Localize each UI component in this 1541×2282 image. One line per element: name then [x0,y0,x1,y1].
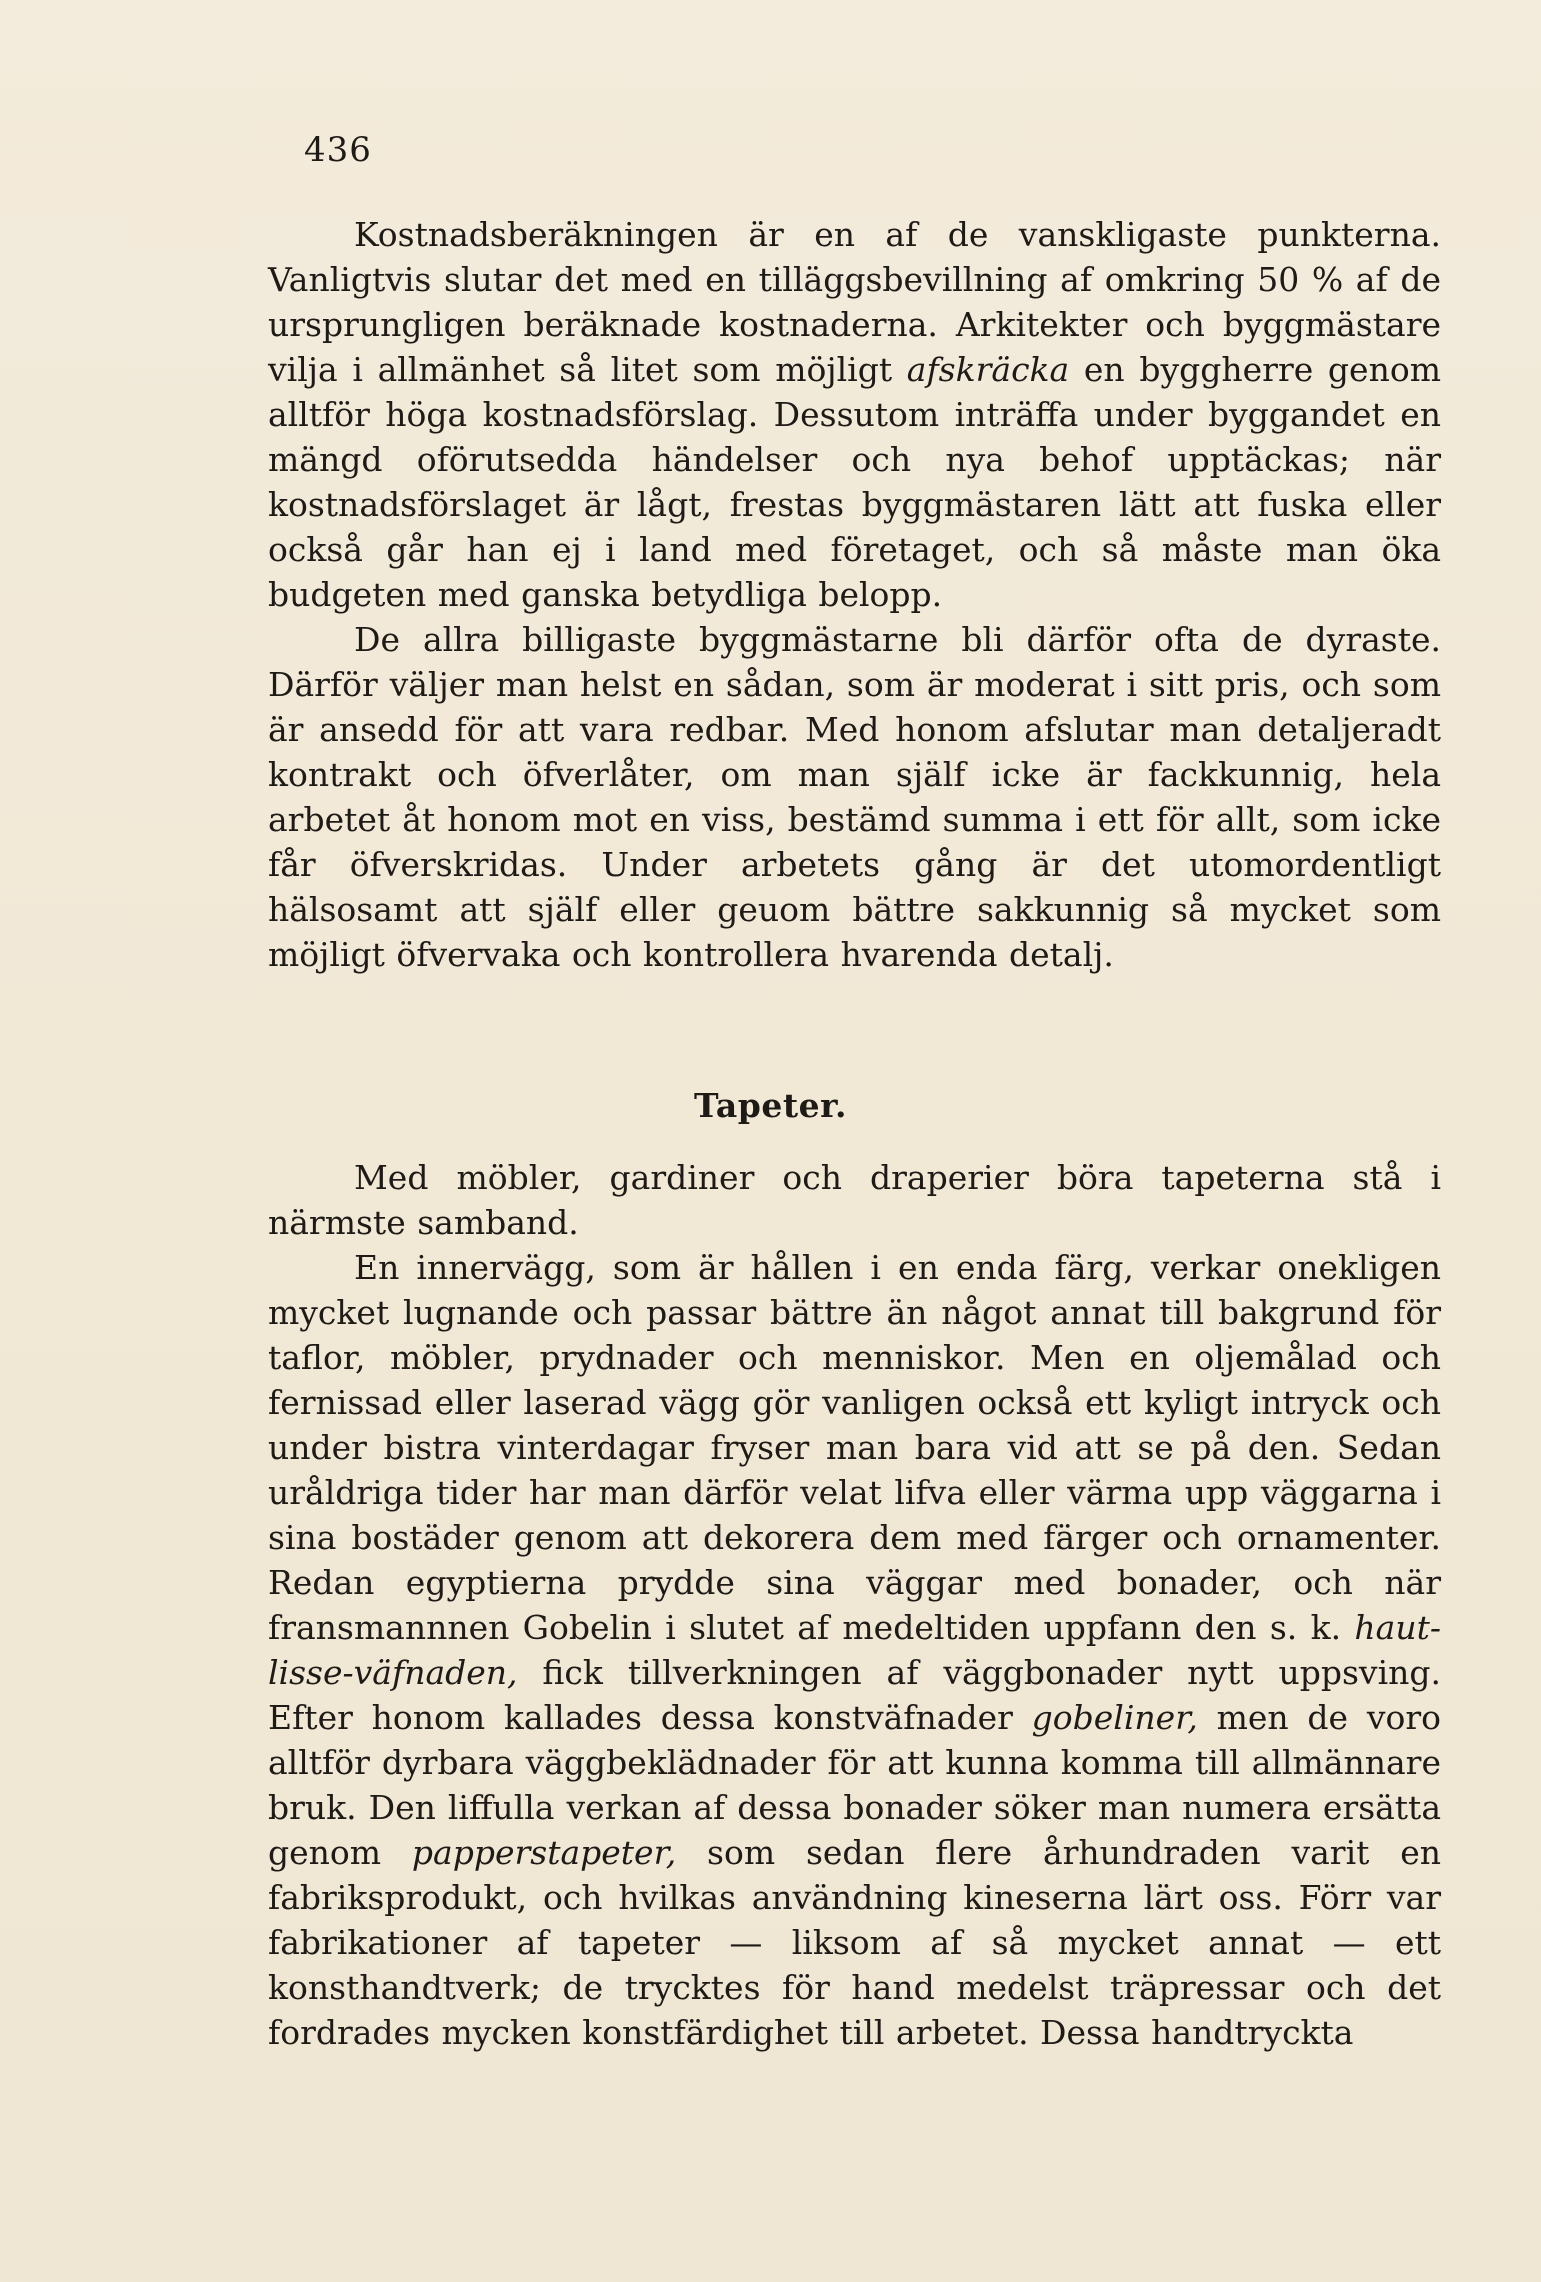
section-wallpapers [268,1155,1441,2055]
text-run: De allra billigaste byggmästarne bli därför ofta de dyraste. Därför väljer man helst en sådan, som är moderat i sitt pris, och som är ansedd för att vara redbar. Med honom afslutar man detaljeradt kontrakt och öfverlåter, om man själf icke är fackkunnig, hela arbetet åt honom mot en viss, bestämd summa i ett för allt, som icke får öfverskridas. Under arbetets gång är det utomordentligt hälsosamt att själf eller geuom bättre sakkunnig så mycket som möjligt öfvervaka och kontrollera hvarenda detalj. [268,620,1441,974]
text-run: fick tillverkningen af väggbonader nytt uppsving. Efter honom kallades dessa konstväfnader [268,1653,1441,1737]
section-heading: Tapeter. [694,1086,847,1125]
paragraph [268,212,1441,617]
text-run-italic: papperstapeter, [411,1833,677,1872]
text-run: men de voro alltför dyrbara väggbeklädnader för att kunna komma till allmännare bruk. Den liffulla verkan af dessa bonader söker man numera ersätta genom [268,1698,1442,1872]
text-run: Med möbler, gardiner och draperier böra tapeterna stå i närmste samband. [268,1158,1441,1242]
text-run: en byggherre genom alltför höga kostnadsförslag. Dessutom inträffa under byggandet en mängd oförutsedda händelser och nya behof upptäckas; när kostnadsförslaget är lågt, frestas byggmästaren lätt att fuska eller också går han ej i land med företaget, och så måste man öka budgeten med ganska betydliga belopp. [268,350,1441,614]
page-number: 436 [304,130,372,170]
paragraph [268,1155,1441,1245]
text-run-italic: gobeliner, [1031,1698,1198,1737]
text-run-italic: afskräcka [906,350,1070,389]
paragraph [268,1245,1441,2055]
text-run-italic: haut-lisse-väfnaden, [268,1608,1441,1692]
paragraph [268,617,1441,977]
text-run: som sedan flere århundraden varit en fabriksprodukt, och hvilkas användning kineserna lärt oss. Förr var fabrikationer af tapeter — liksom af så mycket annat — ett konsthandtverk; de trycktes för hand medelst träpressar och det fordrades mycken konstfärdighet till arbetet. Dessa handtryckta [268,1833,1442,2052]
text-run: Kostnadsberäkningen är en af de vanskligaste punkterna. Vanligtvis slutar det med en tilläggsbevillning af omkring 50 % af de ursprungligen beräknade kostnaderna. Arkitekter och byggmästare vilja i allmänhet så litet som möjligt [268,215,1441,389]
text-run: En innervägg, som är hållen i en enda färg, verkar onekligen mycket lugnande och passar bättre än något annat till bakgrund för taflor, möbler, prydnader och menniskor. Men en oljemålad och fernissad eller laserad vägg gör vanligen också ett kyligt intryck och under bistra vinterdagar fryser man bara vid att se på den. Sedan uråldriga tider har man därför velat lifva eller värma upp väggarna i sina bostäder genom att dekorera dem med färger och ornamenter. Redan egyptierna prydde sina väggar med bonader, och när fransmannnen Gobelin i slutet af medeltiden uppfann den s. k. [268,1248,1441,1647]
section-cost-estimates [268,212,1441,977]
